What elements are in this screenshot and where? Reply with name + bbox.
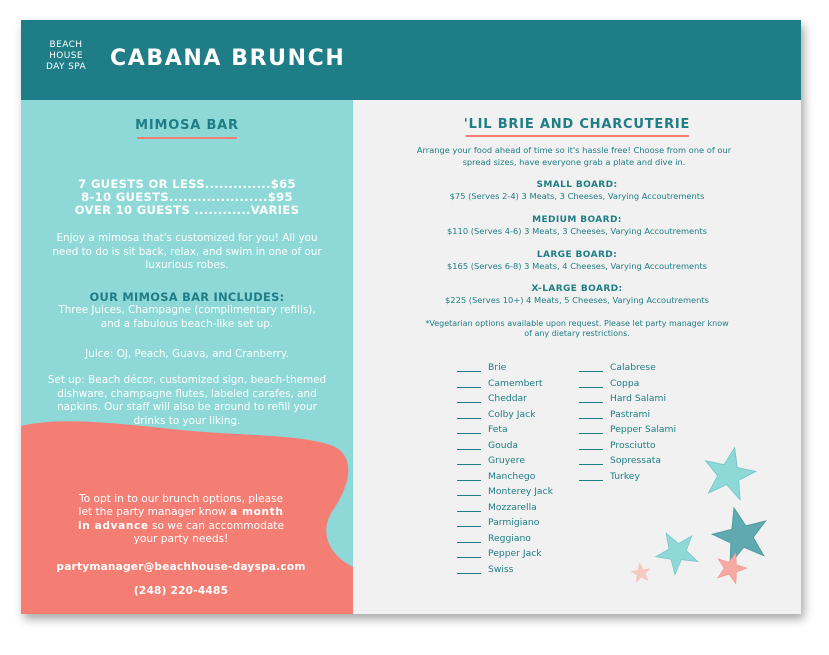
includes-heading: OUR MIMOSA BAR INCLUDES: (89, 290, 285, 304)
checklist-item[interactable]: Feta (457, 422, 553, 438)
write-in-blank[interactable] (579, 472, 603, 481)
checklist-item[interactable]: Brie (457, 360, 553, 376)
write-in-blank[interactable] (457, 549, 481, 558)
checklist-item[interactable]: Pepper Jack (457, 546, 553, 562)
starfish-icon (630, 562, 651, 583)
mimosa-panel (21, 100, 353, 614)
write-in-blank[interactable] (457, 534, 481, 543)
write-in-blank[interactable] (579, 425, 603, 434)
charcuterie-heading-underline (466, 135, 689, 137)
checklist-item[interactable]: Hard Salami (579, 391, 676, 407)
write-in-blank[interactable] (457, 456, 481, 465)
checklist-item[interactable]: Colby Jack (457, 407, 553, 423)
board-name: LARGE BOARD: (536, 250, 618, 260)
board-option (353, 250, 801, 272)
price-line: 7 GUESTS OR LESS..............$65 (78, 177, 296, 191)
mimosa-heading-underline (137, 137, 237, 139)
checklist-item[interactable]: Turkey (579, 469, 676, 485)
menu-sheet (21, 20, 801, 614)
juice-text: Juice: OJ, Peach, Guava, and Cranberry. (85, 348, 289, 360)
write-in-blank[interactable] (457, 425, 481, 434)
write-in-blank[interactable] (579, 394, 603, 403)
mimosa-heading: MIMOSA BAR (135, 118, 239, 133)
write-in-blank[interactable] (457, 472, 481, 481)
checklist-item[interactable]: Pastrami (579, 407, 676, 423)
mimosa-description: Enjoy a mimosa that's customized for you! All you need to do is sit back, relax, and swim in one of our luxurious robes. (52, 232, 322, 271)
write-in-blank[interactable] (457, 410, 481, 419)
board-name: MEDIUM BOARD: (532, 215, 622, 225)
price-line: 8-10 GUESTS.....................$95 (81, 190, 293, 205)
logo-line-2: HOUSE (49, 51, 83, 61)
write-in-blank[interactable] (457, 503, 481, 512)
write-in-blank[interactable] (457, 441, 481, 450)
write-in-blank[interactable] (579, 441, 603, 450)
checklist-item[interactable]: Coppa (579, 376, 676, 392)
write-in-blank[interactable] (457, 379, 481, 388)
checklist-item[interactable]: Reggiano (457, 531, 553, 547)
brand-logo (43, 40, 89, 73)
checklist-item[interactable]: Prosciutto (579, 438, 676, 454)
checklist-item[interactable]: Swiss (457, 562, 553, 578)
logo-line-3: DAY SPA (45, 62, 87, 72)
write-in-blank[interactable] (457, 394, 481, 403)
optin-text (21, 493, 341, 547)
checklist-item[interactable]: Camembert (457, 376, 553, 392)
board-desc: $165 (Serves 6-8) 3 Meats, 4 Cheeses, Varying Accoutrements (447, 261, 707, 271)
checklist-item[interactable]: Gruyere (457, 453, 553, 469)
contact-phone[interactable]: (248) 220-4485 (133, 585, 229, 597)
write-in-blank[interactable] (579, 379, 603, 388)
checklist-item[interactable]: Parmigiano (457, 515, 553, 531)
checklist-item[interactable]: Manchego (457, 469, 553, 485)
mimosa-price-list (21, 178, 353, 218)
charcuterie-heading: 'LIL BRIE AND CHARCUTERIE (463, 117, 691, 132)
board-option (353, 180, 801, 202)
optin-line-a: To opt in to our brunch options, please let the party manager know (78, 493, 284, 519)
board-name: SMALL BOARD: (536, 180, 618, 190)
contact-email[interactable]: partymanager@beachhouse-dayspa.com (56, 561, 306, 573)
write-in-blank[interactable] (579, 456, 603, 465)
checklist-item[interactable]: Gouda (457, 438, 553, 454)
checklist-item[interactable]: Pepper Salami (579, 422, 676, 438)
vegetarian-note: *Vegetarian options available upon request. Please let party manager know of any dietary restrictions. (425, 319, 729, 338)
write-in-blank[interactable] (457, 518, 481, 527)
page-title: CABANA BRUNCH (110, 46, 346, 71)
logo-line-1: BEACH (49, 40, 83, 50)
includes-text: Three Juices, Champagne (complimentary refills), and a fabulous beach-like set up. (58, 304, 316, 330)
write-in-blank[interactable] (579, 410, 603, 419)
header-bar (21, 20, 801, 100)
checklist-item[interactable]: Mozzarella (457, 500, 553, 516)
checklist-item[interactable]: Sopressata (579, 453, 676, 469)
starfish-icon (699, 442, 760, 502)
optin-line-b: so we can accommodate your party needs! (133, 519, 284, 546)
checklist-item[interactable]: Calabrese (579, 360, 676, 376)
board-option (353, 215, 801, 237)
cheese-checklist (457, 360, 553, 577)
starfish-icon (648, 522, 705, 578)
price-line: OVER 10 GUESTS ............VARIES (74, 203, 300, 218)
starfish-icon (707, 501, 773, 566)
board-desc: $75 (Serves 2-4) 3 Meats, 3 Cheeses, Varying Accoutrements (449, 191, 705, 201)
write-in-blank[interactable] (457, 363, 481, 372)
checklist-item[interactable]: Cheddar (457, 391, 553, 407)
starfish-decoration-icon (621, 440, 801, 614)
board-desc: $110 (Serves 4-6) 3 Meats, 3 Cheeses, Varying Accoutrements (447, 226, 707, 236)
optin-emphasis: a month in advance (78, 506, 284, 532)
board-option (353, 284, 801, 306)
write-in-blank[interactable] (457, 487, 481, 496)
checklist-item[interactable]: Monterey Jack (457, 484, 553, 500)
charcuterie-intro: Arrange your food ahead of time so it's hassle free! Choose from one of our spread sizes, have everyone grab a plate and dive in. (416, 145, 732, 167)
board-desc: $225 (Serves 10+) 4 Meats, 5 Cheeses, Varying Accoutrements (445, 295, 709, 305)
board-name: X-LARGE BOARD: (531, 284, 623, 294)
setup-text: Set up: Beach décor, customized sign, beach-themed dishware, champagne flutes, labeled carafes, and napkins. Our staff will also be around to refill your drinks to your liking. (47, 374, 327, 427)
write-in-blank[interactable] (457, 565, 481, 574)
write-in-blank[interactable] (579, 363, 603, 372)
